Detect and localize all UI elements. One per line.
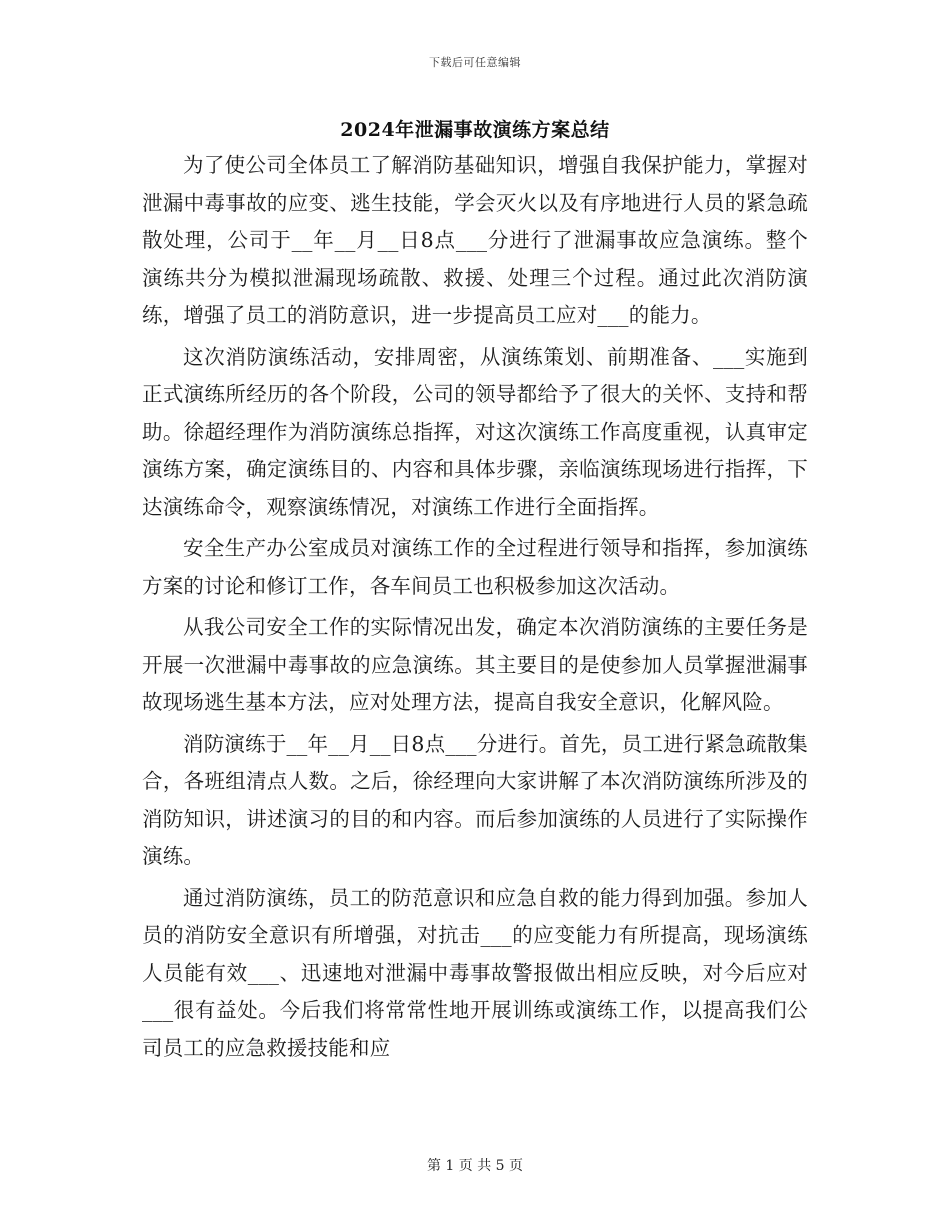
paragraph-2: 这次消防演练活动，安排周密，从演练策划、前期准备、___实施到正式演练所经历的各个阶段，公司的领导都给予了很大的关怀、支持和帮助。徐超经理作为消防演练总指挥，对这次演练工作高度重视，认真审定演练方案，确定演练目的、内容和具体步骤，亲临演练现场进行指挥，下达演练命令，观察演练情况，对演练工作进行全面指挥。	[142, 344, 808, 519]
page-header-note: 下载后可任意编辑	[429, 56, 521, 69]
paragraph-3: 安全生产办公室成员对演练工作的全过程进行领导和指挥，参加演练方案的讨论和修订工作，各车间员工也积极参加这次活动。	[142, 536, 808, 598]
page-number: 第 1 页 共 5 页	[426, 1158, 524, 1174]
paragraph-1: 为了使公司全体员工了解消防基础知识，增强自我保护能力，掌握对泄漏中毒事故的应变、逃生技能，学会灭火以及有序地进行人员的紧急疏散处理，公司于__年__月__日8点___分进行了泄漏事故应急演练。整个演练共分为模拟泄漏现场疏散、救援、处理三个过程。通过此次消防演练，增强了员工的消防意识，进一步提高员工应对___的能力。	[142, 153, 808, 327]
paragraph-5: 消防演练于__年__月__日8点___分进行。首先，员工进行紧急疏散集合，各班组清点人数。之后，徐经理向大家讲解了本次消防演练所涉及的消防知识，讲述演习的目的和内容。而后参加演练的人员进行了实际操作演练。	[142, 731, 808, 868]
paragraph-6: 通过消防演练，员工的防范意识和应急自救的能力得到加强。参加人员的消防安全意识有所增强，对抗击___的应变能力有所提高，现场演练人员能有效___、迅速地对泄漏中毒事故警报做出相应反映，对今后应对___很有益处。今后我们将常常性地开展训练或演练工作，以提高我们公司员工的应急救援技能和应	[142, 885, 808, 1060]
document-body	[142, 147, 808, 1071]
document-title: 2024年泄漏事故演练方案总结	[340, 119, 610, 141]
paragraph-4: 从我公司安全工作的实际情况出发，确定本次消防演练的主要任务是开展一次泄漏中毒事故的应急演练。其主要目的是使参加人员掌握泄漏事故现场逃生基本方法，应对处理方法，提高自我安全意识，化解风险。	[142, 615, 808, 714]
